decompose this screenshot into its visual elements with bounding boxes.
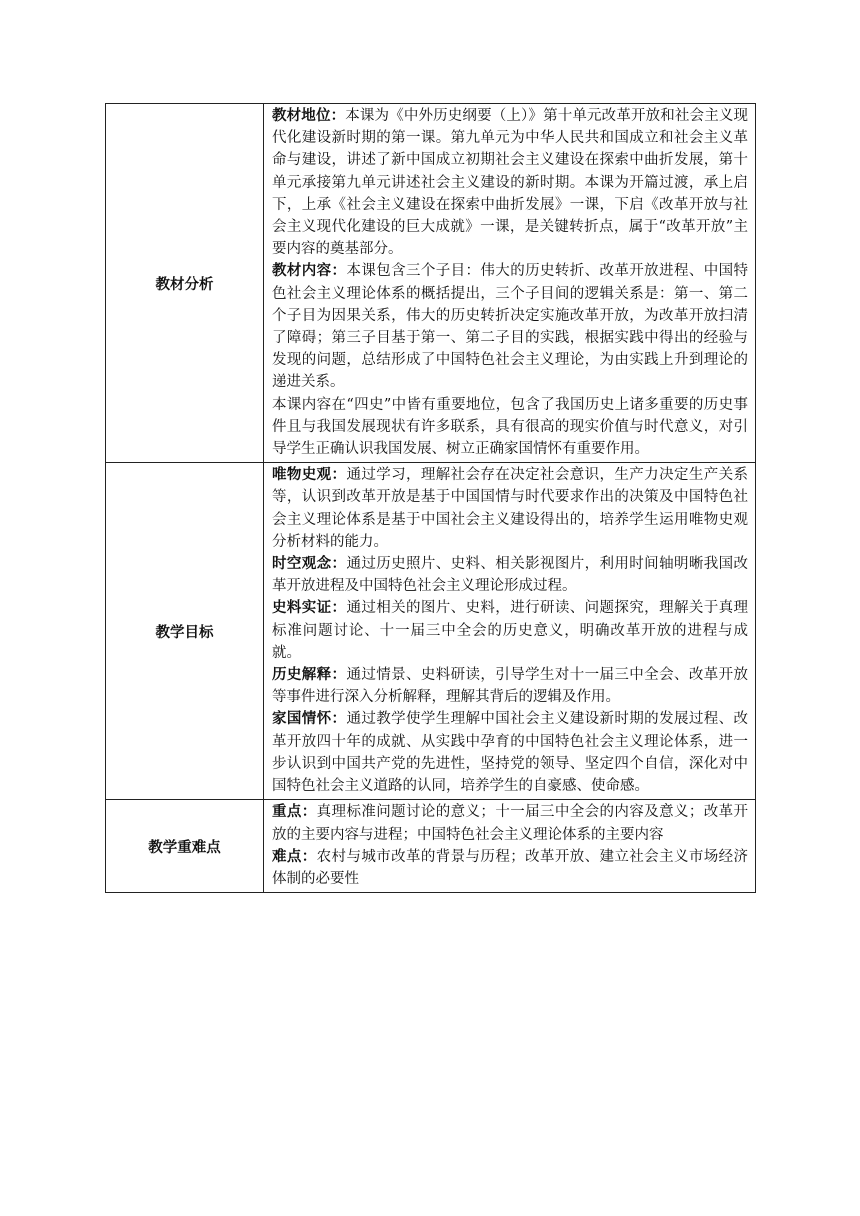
paragraph-text: 通过教学使学生理解中国社会主义建设新时期的发展过程、改革开放四十年的成就、从实践中孕育的中国特色社会主义理论体系，进一步认识到中国共产党的先进性，坚持党的领导、坚定四个自信，深化对中国特色社会主义道路的认同，培养学生的自豪感、使命感。 — [272, 711, 748, 795]
paragraph-text: 通过历史照片、史料、相关影视图片，利用时间轴明晰我国改革开放进程及中国特色社会主义理论形成过程。 — [272, 556, 748, 595]
paragraph-heading: 史料实证： — [272, 600, 347, 617]
paragraph-text: 本课包含三个子目：伟大的历史转折、改革开放进程、中国特色社会主义理论体系的概括提出，三个子目间的逻辑关系是：第一、第二个子目为因果关系，伟大的历史转折决定实施改革开放，为改革开放扫清了障碍；第三子目基于第一、第二子目的实践，根据实践中得出的经验与发现的问题，总结形成了中国特色社会主义理论，为由实践上升到理论的递进关系。 — [272, 263, 748, 391]
paragraph-text: 本课为《中外历史纲要（上）》第十单元改革开放和社会主义现代化建设新时期的第一课。第九单元为中华人民共和国成立和社会主义革命与建设，讲述了新中国成立初期社会主义建设在探索中曲折发展，第十单元承接第九单元讲述社会主义建设的新时期。本课为开篇过渡，承上启下，上承《社会主义建设在探索中曲折发展》一课，下启《改革开放与社会主义现代化建设的巨大成就》一课，是关键转折点，属于“改革开放”主要内容的奠基部分。 — [272, 108, 749, 258]
paragraph-text: 农村与城市改革的背景与历程；改革开放、建立社会主义市场经济体制的必要性 — [272, 848, 749, 887]
paragraph — [272, 553, 748, 597]
table-row-textbook-analysis — [106, 104, 756, 463]
paragraph-heading: 时空观念： — [272, 556, 347, 573]
paragraph-heading: 历史解释： — [272, 667, 347, 684]
row-label: 教学重难点 — [106, 800, 264, 893]
row-content — [264, 800, 756, 893]
table-row-key-difficult-points — [106, 800, 756, 893]
paragraph — [272, 464, 748, 553]
table-row-teaching-objectives — [106, 463, 756, 800]
paragraph-text: 真理标准问题讨论的意义；十一届三中全会的内容及意义；改革开放的主要内容与进程；中国特色社会主义理论体系的主要内容 — [272, 804, 749, 843]
paragraph-heading: 教材内容： — [272, 263, 347, 280]
paragraph — [272, 394, 748, 461]
paragraph — [272, 597, 748, 664]
paragraph-text: 通过相关的图片、史料，进行研读、问题探究，理解关于真理标准问题讨论、十一届三中全会的历史意义，明确改革开放的进程与成就。 — [272, 600, 748, 661]
paragraph-heading: 唯物史观： — [272, 467, 347, 484]
row-content — [264, 104, 756, 463]
paragraph-text: 本课内容在“四史”中皆有重要地位，包含了我国历史上诸多重要的历史事件且与我国发展现状有许多联系，具有很高的现实价值与时代意义，对引导学生正确认识我国发展、树立正确家国情怀有重要作用。 — [272, 396, 748, 458]
paragraph — [272, 801, 748, 845]
lesson-plan-table — [105, 103, 756, 893]
paragraph-heading: 家国情怀： — [272, 711, 347, 728]
paragraph-heading: 教材地位： — [272, 108, 346, 124]
paragraph-text: 通过学习，理解社会存在决定社会意识，生产力决定生产关系等，认识到改革开放是基于中国国情与时代要求作出的决策及中国特色社会主义理论体系是基于中国社会主义建设得出的，培养学生运用唯物史观分析材料的能力。 — [272, 467, 748, 550]
paragraph-heading: 难点： — [272, 848, 317, 865]
row-label: 教材分析 — [106, 104, 264, 463]
paragraph-text: 通过情景、史料研读，引导学生对十一届三中全会、改革开放等事件进行深入分析解释，理解其背后的逻辑及作用。 — [272, 667, 748, 706]
paragraph — [272, 664, 748, 708]
paragraph-heading: 重点： — [272, 804, 317, 821]
row-content — [264, 463, 756, 800]
row-label: 教学目标 — [106, 463, 264, 800]
paragraph — [272, 846, 748, 890]
paragraph — [272, 105, 748, 260]
paragraph — [272, 260, 748, 393]
paragraph — [272, 708, 748, 797]
